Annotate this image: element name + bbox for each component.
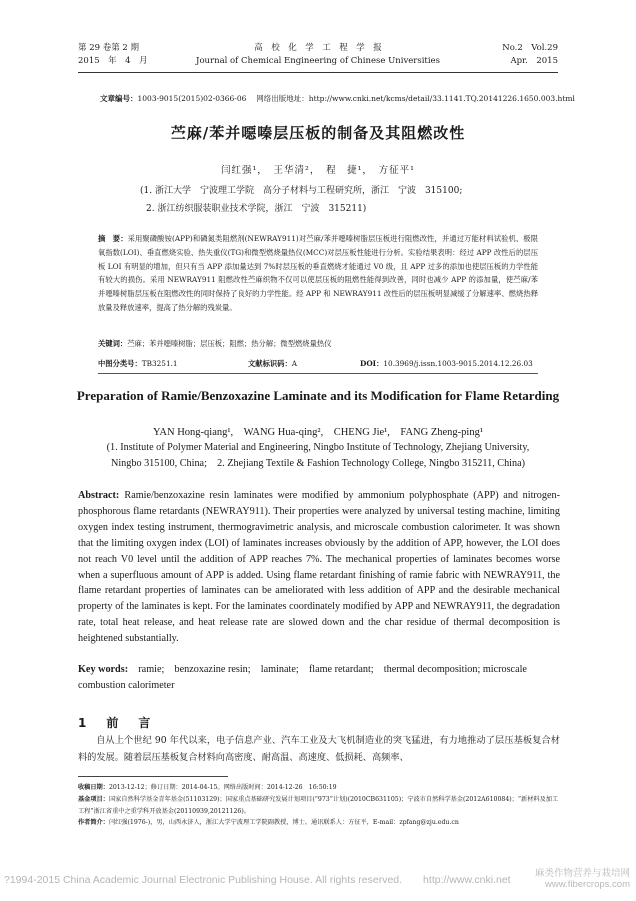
journal-name-cn: 高 校 化 学 工 程 学 报 (254, 43, 382, 53)
clc-value: TB3251.1 (141, 359, 178, 368)
clc-field (98, 359, 178, 369)
abstract-cn (98, 232, 538, 315)
section-heading-introduction: 1 前 言 (78, 716, 155, 730)
article-number-line (100, 93, 575, 104)
doc-code-label: 文献标识码： (248, 359, 292, 368)
online-address-link[interactable]: http://www.cnki.net/kcms/detail/33.1141.TQ.20141226.1650.003.html (308, 94, 575, 103)
keywords-en-text: ramie; benzoxazine resin; laminate; flame retardant; thermal decomposition; microscale combustion calorimeter (78, 664, 527, 691)
section-divider (98, 373, 538, 374)
affiliations-en (78, 440, 558, 472)
abstract-en-label: Abstract: (78, 490, 120, 501)
affiliations-cn (140, 182, 462, 218)
introduction-paragraph (78, 732, 560, 766)
footnote-author (78, 817, 560, 829)
vol-issue-cn: 第 29 卷第 2 期 (78, 43, 140, 53)
title-en: Preparation of Ramie/Benzoxazine Laminate and its Modification for Flame Retarding (76, 388, 560, 403)
received-text: 2013-12-12；修订日期：2014-04-15。网络出版时间：2014-12-26 16:50:19 (108, 784, 337, 791)
date-cn: 2015 年 4 月 (78, 56, 148, 66)
author-bio-text: 闫红强(1976-)，男，山西永济人，浙江大学宁波理工学院副教授，博士。通讯联系人：方征平，E-mail：zpfang@zju.edu.cn (108, 819, 459, 827)
fund-label: 基金项目： (78, 795, 109, 803)
authors-en: YAN Hong-qiang¹, WANG Hua-qing², CHENG Jie¹, FANG Zheng-ping¹ (153, 427, 483, 438)
keywords-cn (98, 339, 332, 349)
doi-value[interactable]: 10.3969/j.issn.1003-9015.2014.12.26.03 (383, 359, 533, 368)
keywords-cn-text: 苎麻；苯并噁嗪树脂；层压板；阻燃；热分解；微型燃烧量热仪 (127, 339, 332, 348)
online-address-label: 网络出版地址： (256, 94, 309, 103)
footnote-fund (78, 794, 560, 818)
keywords-en (78, 662, 560, 694)
page-footer (0, 868, 636, 890)
watermark-url: www.fibercrops.com (545, 879, 630, 890)
affiliation-cn-2: 2. 浙江纺织服装职业技术学院，浙江 宁波 315211) (146, 204, 367, 214)
received-label: 收稿日期： (78, 784, 109, 791)
abstract-cn-label: 摘 要： (98, 234, 128, 243)
author-bio-label: 作者简介： (78, 819, 109, 827)
title-cn: 苎麻/苯并噁嗪层压板的制备及其阻燃改性 (170, 124, 466, 142)
article-number-label: 文章编号： (100, 94, 138, 103)
footnote-received (78, 782, 560, 794)
introduction-text: 自从上个世纪 90 年代以来，电子信息产业、汽车工业及大飞机制造业的突飞猛进，有力地推动了层压基板复合材料的发展。随着层压基板复合材料向高密度、耐高温、高速度、低损耗、高频率、 (78, 735, 560, 763)
abstract-cn-text: 采用聚磷酸铵(APP)和磷氮类阻燃剂(NEWRAY911)对苎麻/苯并噁嗪树脂层压板进行阻燃改性，并通过万能材料试验机、极限氧指数(LOI)、垂直燃烧实验、热失重仪(TG)和微型燃烧量热仪(MCC)对层压板性能进行分析。实验结果表明：经过 APP 改性后的层压板 LOI 有明显的增加，但只有当 APP 添加量达到 7%时层压板的垂直燃烧才能通过 V0 级，且 APP 过多的添加也使层压板的力学性能有较大的损伤。采用 NEWRAY911 阻燃改性苎麻织物不仅可以使层压板的阻燃性能得到改善，同时也减少 APP 的添加量，使苎麻/苯并噁嗪树脂层压板在阻燃改性的同时保持了良好的力学性能。经 APP 和 NEWRAY911 改性后的层压板明显减缓了分解速率、燃烧热释放量及释放速率，提高了热分解的残炭量。 (98, 234, 539, 312)
keywords-en-label: Key words: (78, 664, 129, 675)
abstract-en-text: Ramie/benzoxazine resin laminates were modified by ammonium polyphosphate (APP) and nitrogen-phosphorous flame retardants (NEWRAY911). Their properties were analyzed by universal testing machine, limiting oxygen index testing instrument, thermogravimetric analysis, and microscale combustion calorimeter. It was shown that the limiting oxygen index (LOI) of laminates increases obviously by the addition of APP, however, the LOI does not reach V0 level until the addition of APP reaches 7%. The mechanical properties of laminates becomes worse when a superfluous amount of APP is added. Using flame retardant finishing of ramie fabric with NEWRAY911, the flame retardant properties of laminates can be ameliorated with less addition of APP and the desirable mechanical property of the laminates is kept. For the laminates coordinately modified by APP and NEWRAY911, the degradation rate, total heat release, and heat release rate are slowed down and the char residue of thermal decomposition is heightened substantially. (78, 490, 560, 645)
header-right (502, 42, 558, 68)
affiliation-cn-1: (1. 浙江大学 宁波理工学院 高分子材料与工程研究所，浙江 宁波 315100; (140, 186, 463, 196)
fund-text: 国家自然科学基金青年基金(51103129)；国家重点基础研究发展计划项目(“973”计划)(2010CB631105)；宁波市自然科学基金(2012A610084)；“新材料及加工工程”浙江省重中之重学科开放基金(20110939,20121126)。 (78, 795, 559, 815)
header-center (78, 42, 558, 68)
authors-cn: 闫红强¹， 王华清²， 程 捷¹， 方征平¹ (221, 165, 415, 176)
watermark (535, 868, 630, 890)
doc-code-value: A (291, 359, 298, 368)
article-number-value: 1003-9015(2015)02-0366-06 (137, 94, 247, 103)
affiliation-en-2: Ningbo 315100, China; 2. Zhejiang Textile & Fashion Technology College, Ningbo 315211, China) (110, 458, 526, 469)
date-en: Apr. 2015 (510, 56, 558, 66)
clc-label: 中图分类号： (98, 359, 142, 368)
doc-code-field (248, 359, 298, 369)
abstract-en (78, 488, 560, 647)
keywords-cn-label: 关键词： (98, 339, 128, 348)
footnote-rule (78, 776, 228, 777)
doi-label: DOI： (360, 359, 384, 368)
header-rule (78, 72, 558, 73)
running-header (78, 42, 558, 80)
no-vol: No.2 Vol.29 (502, 43, 558, 53)
copyright-line: ?1994-2015 China Academic Journal Electronic Publishing House. All rights reserved. http://www.cnki.net (4, 874, 511, 886)
journal-name-en: Journal of Chemical Engineering of Chinese Universities (196, 56, 440, 66)
affiliation-en-1: (1. Institute of Polymer Material and Engineering, Ningbo Institute of Technology, Zhejiang University, (106, 442, 530, 453)
doi-field (360, 359, 533, 369)
watermark-cn: 麻类作物营养与栽培网 (534, 868, 630, 879)
footnotes (78, 782, 560, 829)
